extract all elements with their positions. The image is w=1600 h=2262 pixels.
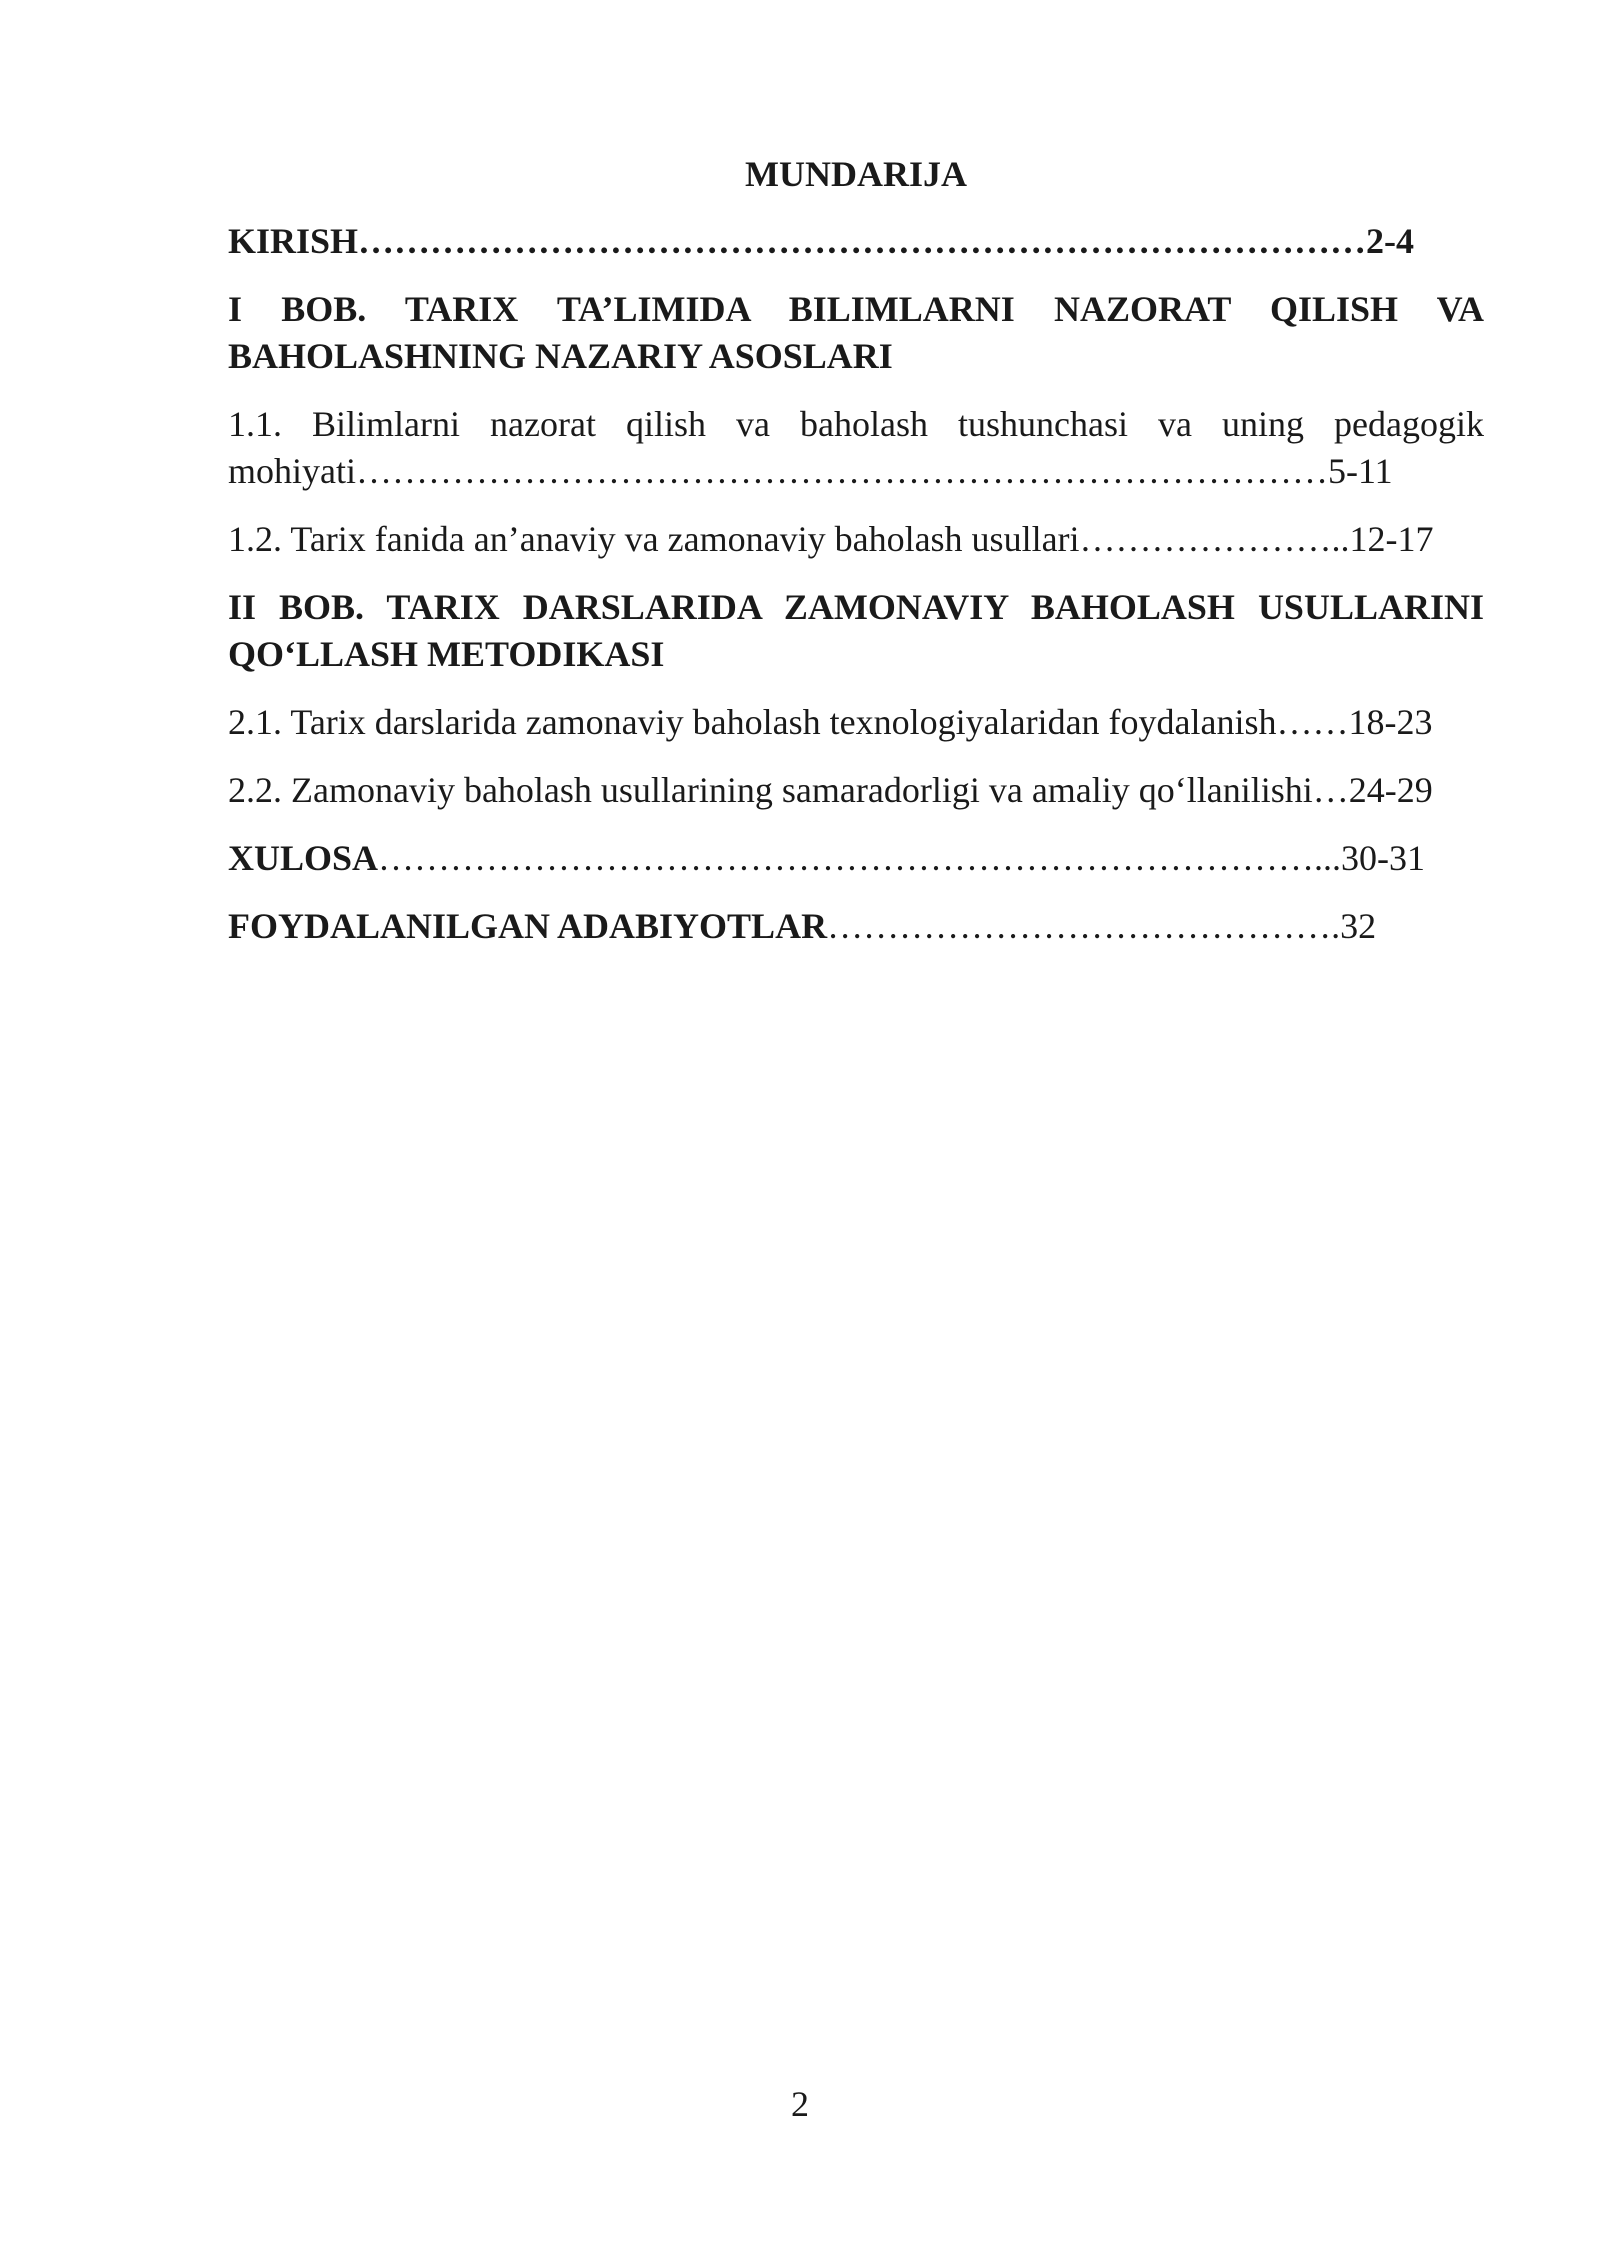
toc-entry-references <box>228 903 1484 950</box>
toc-entry-title: XULOSA <box>228 838 379 878</box>
toc-entry-xulosa <box>228 835 1484 882</box>
toc-entry-leader: ………………………………………………………………………… <box>358 221 1367 261</box>
toc-entry-pages: 18-23 <box>1348 702 1433 742</box>
toc-entry-leader: …… <box>1276 702 1349 742</box>
toc-entry-leader: ……………………………………………………………………… <box>356 451 1328 491</box>
toc-entry-1-2 <box>228 516 1484 563</box>
toc-entry-pages: 32 <box>1340 906 1377 946</box>
toc-entry-pages: 2-4 <box>1366 221 1415 261</box>
toc-entry-pages: 30-31 <box>1341 838 1426 878</box>
toc-entry-title: 1.2. Tarix fanida an’anaviy va zamonaviy baholash usullari <box>228 519 1080 559</box>
toc-entry-kirish <box>228 218 1484 265</box>
toc-entry-title: 1.1. Bilimlarni nazorat qilish va baholash tushunchasi va uning pedagogik mohiyati <box>228 404 1484 491</box>
toc-entry-leader: ………………….. <box>1079 519 1350 559</box>
toc-entry-title: 2.1. Tarix darslarida zamonaviy baholash texnologiyalaridan foydalanish <box>228 702 1277 742</box>
toc-entry-title: FOYDALANILGAN ADABIYOTLAR <box>228 906 828 946</box>
toc-entry-leader: … <box>1312 770 1349 810</box>
toc-heading: MUNDARIJA <box>745 154 967 194</box>
toc-chapter-2 <box>228 584 1484 678</box>
toc-entry-1-1 <box>228 401 1484 495</box>
toc-entry-2-1 <box>228 699 1484 746</box>
toc-chapter-1 <box>228 286 1484 380</box>
page-number: 2 <box>791 2084 809 2124</box>
toc-entry-pages: 24-29 <box>1348 770 1433 810</box>
toc-entry-title: 2.2. Zamonaviy baholash usullarining samaradorligi va amaliy qo‘llanilishi <box>228 770 1313 810</box>
toc-entry-leader: ……………………………………………………………………... <box>378 838 1342 878</box>
toc-entry-title: II BOB. TARIX DARSLARIDA ZAMONAVIY BAHOLASH USULLARINI QO‘LLASH METODIKASI <box>228 587 1484 674</box>
toc-entry-pages: 5-11 <box>1328 451 1393 491</box>
toc-entry-leader: ……………………………………. <box>827 906 1341 946</box>
toc-entry-pages: 12-17 <box>1349 519 1434 559</box>
toc-entry-title: KIRISH <box>228 221 359 261</box>
table-of-contents <box>228 150 1484 971</box>
toc-entry-2-2 <box>228 767 1484 814</box>
toc-entry-title: I BOB. TARIX TA’LIMIDA BILIMLARNI NAZORAT QILISH VA BAHOLASHNING NAZARIY ASOSLARI <box>228 289 1484 376</box>
